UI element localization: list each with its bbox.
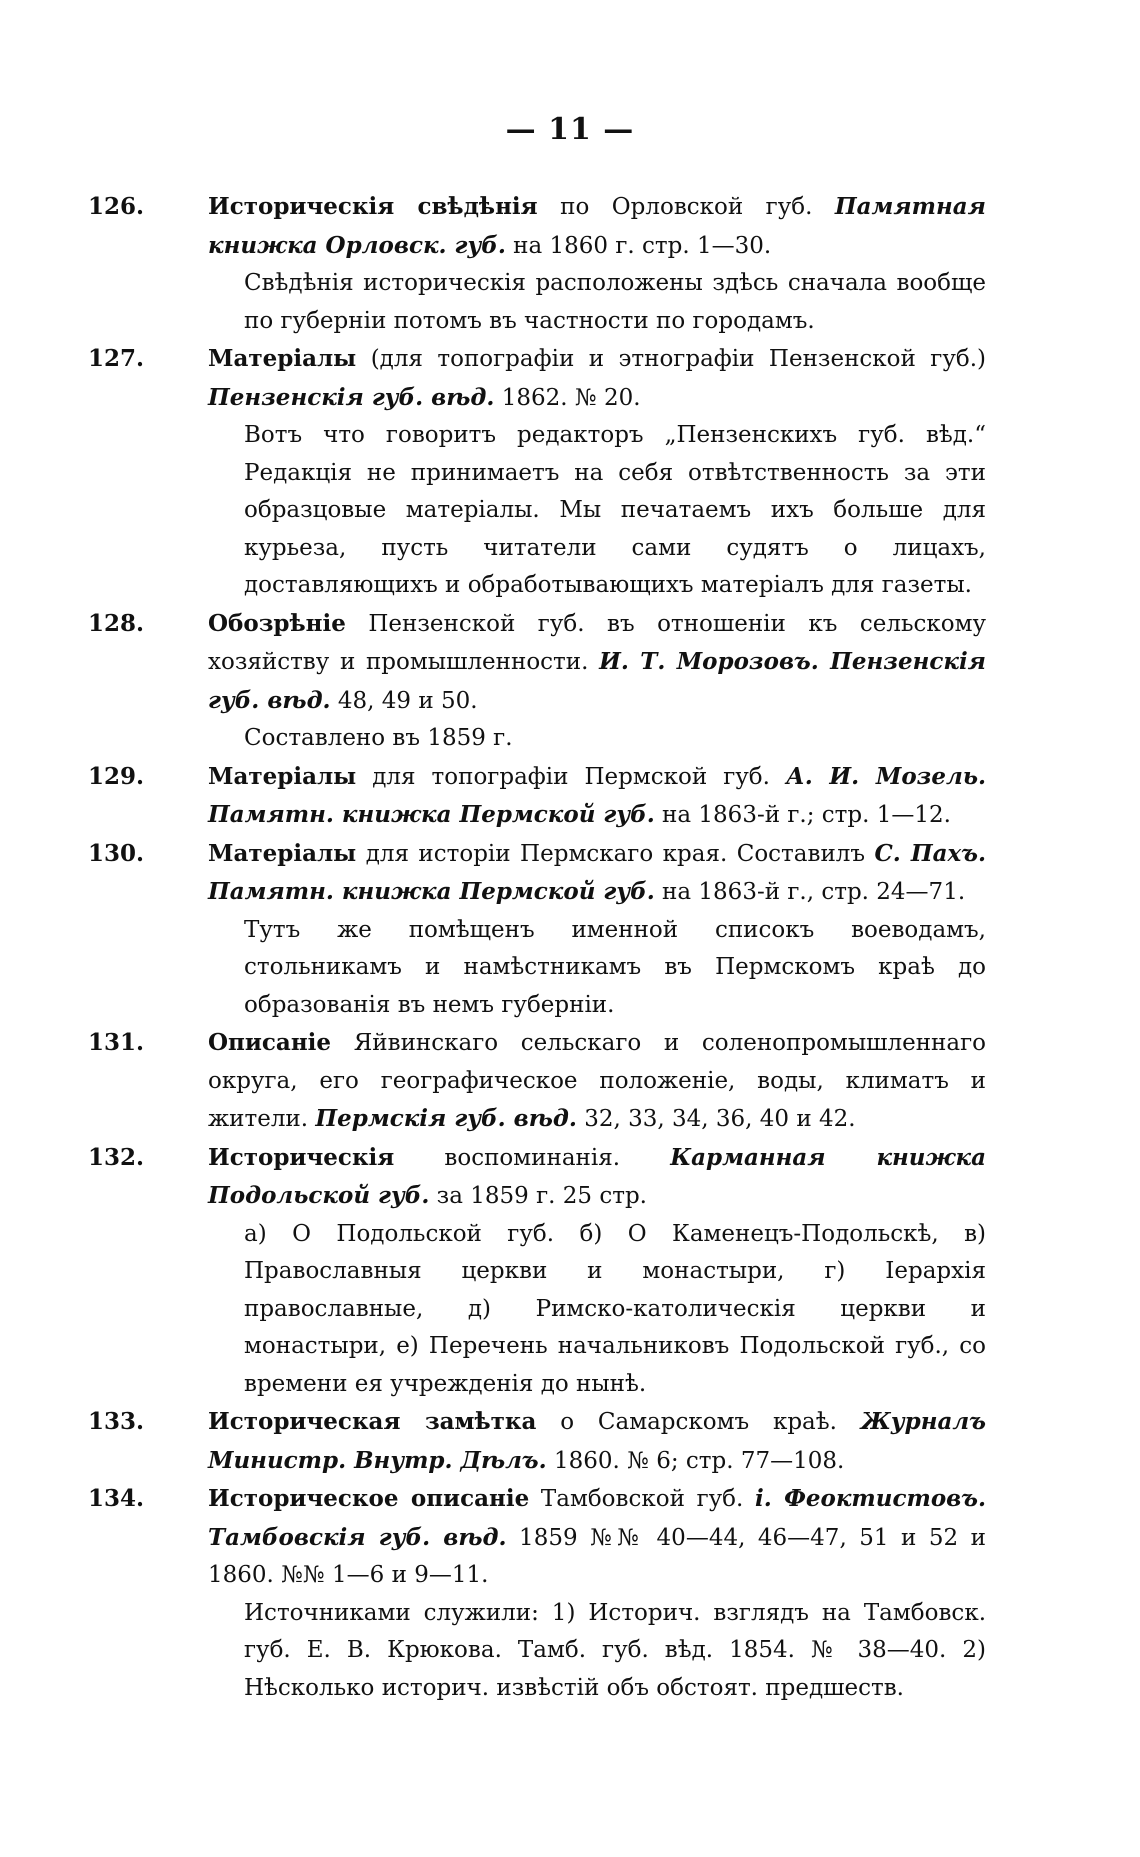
entry-tail: на 1863-й г., стр. 24—71. [654,879,966,905]
entry-head [88,605,986,721]
entry-number: 131. [88,1029,145,1056]
entry-head [88,340,986,417]
page-number: — 11 — [505,112,635,147]
entry-tail: за 1859 г. 25 стр. [429,1183,647,1209]
entry-tail: на 1860 г. стр. 1—30. [505,232,772,259]
entry-number: 133. [88,1408,145,1435]
entry-text: воспоминанія. [394,1144,671,1171]
entry-note: а) О Подольской губ. б) О Каменецъ-Подольскѣ, в) Православныя церкви и монастыри, г) Іерархія православные, д) Римско-католическія церкви и монастыри, е) Перечень начальниковъ Подольской губ., со времени ея учрежденія до нынѣ. [244,1220,986,1397]
entry-title: Обозрѣніе [208,609,346,637]
entry-head [88,835,986,912]
entry-source: Памятная книжка Орловск. губ. [208,193,986,259]
entry-number: 129. [88,762,145,790]
entry-source: А. И. Мозель. Памятн. книжка Пермской губ. [208,762,987,828]
bibliography-entry [88,1024,986,1139]
entry-text: Яйвинскаго сельскаго и соленопромышленнаго округа, его географическое положеніе, воды, климатъ и жители. [208,1030,986,1132]
entry-title: Матеріалы [208,839,357,867]
entry-source: Пермскія губ. вѣд. [315,1105,577,1132]
entry-text: (для топографіи и этнографіи Пензенской губ.) [356,346,986,372]
entry-text: Пензенской губ. въ отношеніи къ сельскому хозяйству и промышленности. [208,610,986,675]
bibliography-entry [88,340,986,605]
entry-source: И. Т. Морозовъ. Пензенскія губ. вѣд. [208,648,986,714]
entry-source: Карманная книжка Подольской губ. [208,1143,986,1209]
entry-title: Матеріалы [208,345,357,372]
entry-tail: 48, 49 и 50. [330,687,478,714]
entry-head [88,1024,986,1139]
entry-number: 132. [88,1143,145,1171]
entry-head [88,1480,986,1595]
bibliography-list [88,188,987,1707]
entry-head [88,188,986,265]
bibliography-entry [88,1403,986,1480]
entry-note: Составлено въ 1859 г. [244,725,513,751]
entry-number: 134. [88,1485,145,1512]
entry-text: по Орловской губ. [537,194,835,220]
entry-source: Журналъ Министр. Внутр. Дѣлъ. [208,1408,986,1474]
entry-tail: на 1863-й г.; стр. 1—12. [654,802,951,828]
entry-note: Свѣдѣнія историческія расположены здѣсь сначала вообще по губерніи потомъ въ частности по городамъ. [244,270,986,334]
entry-text: для топографіи Пермской губ. [356,763,786,790]
entry-source: і. Феоктистовъ. Тамбовскія губ. вѣд. [208,1485,986,1551]
entry-tail: 1859 №№ 40—44, 46—47, 51 и 52 и 1860. №№ 1—6 и 9—11. [208,1524,986,1588]
entry-head [88,1403,986,1480]
entry-source: Пензенскія губ. вѣд. [208,383,495,411]
entry-text: о Самарскомъ краѣ. [536,1409,861,1435]
bibliography-entry [88,605,986,758]
entry-text: для исторіи Пермскаго края. Составилъ [356,840,875,867]
entry-number: 128. [88,609,145,637]
entry-source: С. Пахъ. Памятн. книжка Пермской губ. [208,839,986,905]
entry-title: Историческая замѣтка [208,1408,537,1435]
entry-tail: 1860. № 6; стр. 77—108. [546,1447,845,1474]
entry-text: Тамбовской губ. [529,1486,755,1512]
entry-head [88,1139,986,1216]
entry-title: Матеріалы [208,762,357,790]
entry-title: Описаніе [208,1029,332,1056]
entry-number: 126. [88,193,145,220]
bibliography-entry [88,835,986,1025]
entry-note: Тутъ же помѣщенъ именной списокъ воеводамъ, стольникамъ и намѣстникамъ въ Пермскомъ краѣ до образованія въ немъ губерніи. [244,916,986,1018]
entry-number: 127. [88,345,145,372]
entry-tail: 32, 33, 34, 36, 40 и 42. [576,1106,856,1132]
entry-number: 130. [88,839,145,867]
entry-note: Источниками служили: 1) Историч. взглядъ на Тамбовск. губ. Е. В. Крюкова. Тамб. губ. вѣд. 1854. № 38—40. 2) Нѣсколько историч. извѣстій объ обстоят. предшеств. [244,1599,986,1701]
entry-title: Историческія [208,1143,395,1171]
entry-title: Историческое описаніе [208,1485,530,1512]
bibliography-entry [88,1480,986,1707]
entry-head [88,758,987,835]
entry-note: Вотъ что говоритъ редакторъ „Пензенскихъ губ. вѣд.“ Редакція не принимаетъ на себя отвѣтственность за эти образцовые матеріалы. Мы печатаемъ ихъ больше для курьеза, пусть читатели сами судятъ о лицахъ, доставляющихъ и обработывающихъ матеріалъ для газеты. [244,422,986,598]
entry-tail: 1862. № 20. [494,384,641,411]
bibliography-entry [88,1139,986,1404]
entry-title: Историческія свѣдѣнія [208,193,538,220]
bibliography-entry [88,188,986,340]
bibliography-entry [88,758,987,835]
